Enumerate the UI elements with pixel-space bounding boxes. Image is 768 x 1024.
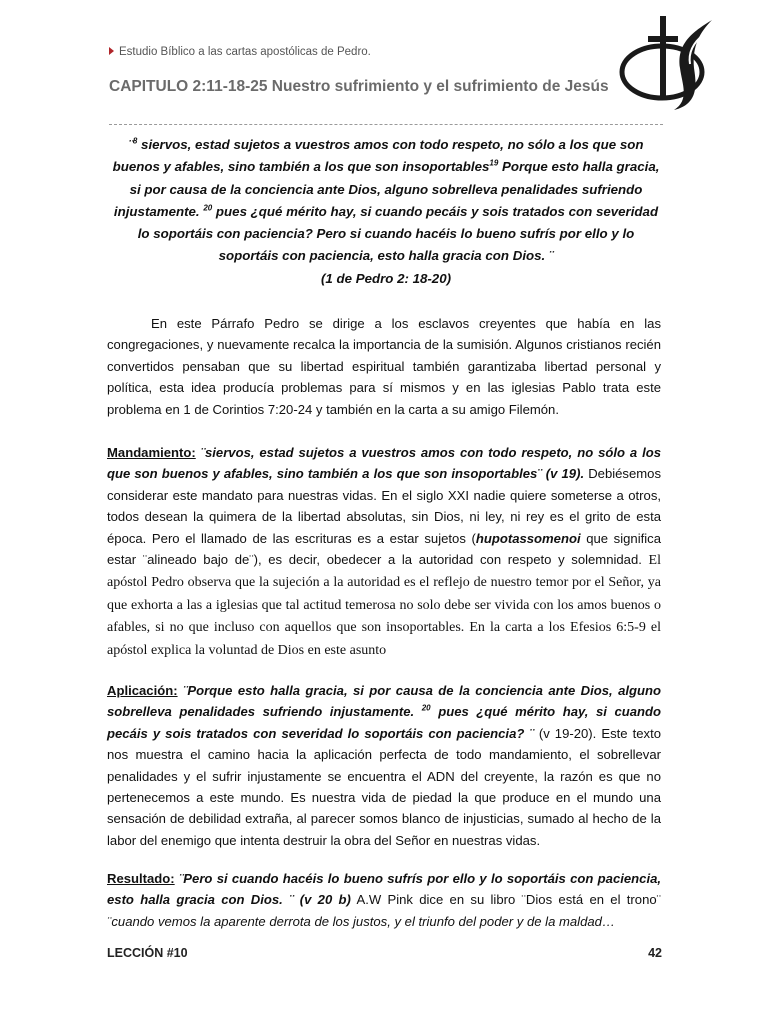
greek-term: hupotassomenoi <box>475 530 581 546</box>
chapter-title: CAPITULO 2:11-18-25 Nuestro sufrimiento y el sufrimiento de Jesús <box>109 78 609 95</box>
course-title: Estudio Bíblico a las cartas apostólicas de Pedro. <box>119 46 371 58</box>
verse-number-18: 8 <box>132 136 138 146</box>
resultado-text: A.W Pink dice en su libro ¨Dios está en el trono¨ <box>350 892 661 908</box>
mandamiento-text-1: Debiésemos considerar este mandato para nuestras vidas. En el siglo XXI nadie quiere someterse a otros, todos desean la quimera de la libertad absolutas, sin Dios, ni ley, ni rey es el grito de esta época. Pero el llamado de las escrituras es a estar sujetos ( <box>107 466 661 546</box>
course-header <box>109 46 371 58</box>
quote-part-2: Porque esto halla gracia, si por causa de la conciencia ante Dios, alguno sobrelleva penalidades sufriendo injustamente. <box>113 159 660 219</box>
resultado-label: Resultado: <box>107 871 175 886</box>
mandamiento-label: Mandamiento: <box>107 445 196 460</box>
mandamiento-text-2: que significa estar ¨alineado bajo de¨), es decir, obedecer a la autoridad con respeto y solemnidad. <box>107 530 661 568</box>
mandamiento-paragraph <box>107 442 661 661</box>
page-number: 42 <box>648 946 662 960</box>
triangle-bullet-icon <box>109 47 114 55</box>
quote-part-1: siervos, estad sujetos a vuestros amos con todo respeto, no sólo a los que son buenos y afables, sino también a los que son insoportables <box>112 137 644 175</box>
resultado-paragraph <box>107 868 661 932</box>
scripture-quote <box>108 134 664 290</box>
quote-reference: (1 de Pedro 2: 18-20) <box>320 270 452 286</box>
aplicacion-quote-2: pues ¿qué mérito hay, si cuando pecáis y sois tratados con severidad lo soportáis con paciencia? ¨ <box>107 704 662 741</box>
church-logo-icon <box>616 12 726 112</box>
aplicacion-verse-20: 20 <box>421 704 431 714</box>
intro-paragraph <box>107 313 661 420</box>
resultado-quote: ¨Pero si cuando hacéis lo bueno sufrís por ello y lo soportáis con paciencia, esto halla gracia con Dios. ¨ (v 20 b) <box>107 871 661 908</box>
aplicacion-paragraph <box>107 680 661 851</box>
quote-open-mark: ¨ <box>128 137 133 152</box>
header-divider <box>109 124 663 125</box>
resultado-italic-quote: ¨cuando vemos la aparente derrota de los justos, y el triunfo del poder y de la maldad… <box>107 913 616 929</box>
mandamiento-serif-text: El apóstol Pedro observa que la sujeción a la autoridad es el reflejo de nuestro temor por el Señor, ya que exhorta a las a iglesias que tal actitud temerosa no solo debe ser vivida con los amos buenos o afables, si no que incluso con aquellos que son insoportables. En la carta a los Efesios 6:5-9 el apóstol explica la voluntad de Dios en este asunto <box>107 553 661 658</box>
intro-text: En este Párrafo Pedro se dirige a los esclavos creyentes que había en las congregaciones, y nuevamente recalca la importancia de la sumisión. Algunos cristianos recién convertidos pensaban que su libertad espiritual también garantizaba libertad personal y política, esta idea producía problemas para sí mismos y en las iglesias Pablo trata este problema en 1 de Corintios 7:20-24 y también en la carta a su amigo Filemón. <box>107 316 661 417</box>
aplicacion-text: (v 19-20). Este texto nos muestra el camino hacia la aplicación perfecta de todo mandamiento, el sobrellevar penalidades y el sufrir injustamente se encuentra el ADN del creyente, la razón es que no pertenecemos a este mundo. Es nuestra vida de piedad la que produce en el mundo una sensación de debilidad extraña, al parecer somos blanco de injusticias, sumado al hecho de la labor del enemigo que intenta destruir la obra del Señor en nuestras vidas. <box>107 725 661 848</box>
aplicacion-quote-1: ¨Porque esto halla gracia, si por causa de la conciencia ante Dios, alguno sobrelleva penalidades sufriendo injustamente. <box>107 683 661 720</box>
lesson-number: LECCIÓN #10 <box>107 946 188 960</box>
mandamiento-quote: ¨siervos, estad sujetos a vuestros amos con todo respeto, no sólo a los que son buenos y afables, sino también a los que son insoportables¨ (v 19). <box>107 445 661 482</box>
verse-number-20: 20 <box>203 203 213 213</box>
verse-number-19: 19 <box>489 158 499 168</box>
quote-part-3: pues ¿qué mérito hay, si cuando pecáis y sois tratados con severidad lo soportáis con paciencia? Pero si cuando hacéis lo bueno sufrís por ello y lo soportáis con paciencia, esto halla gracia con Dios. ¨ <box>137 203 659 264</box>
aplicacion-label: Aplicación: <box>107 683 178 698</box>
